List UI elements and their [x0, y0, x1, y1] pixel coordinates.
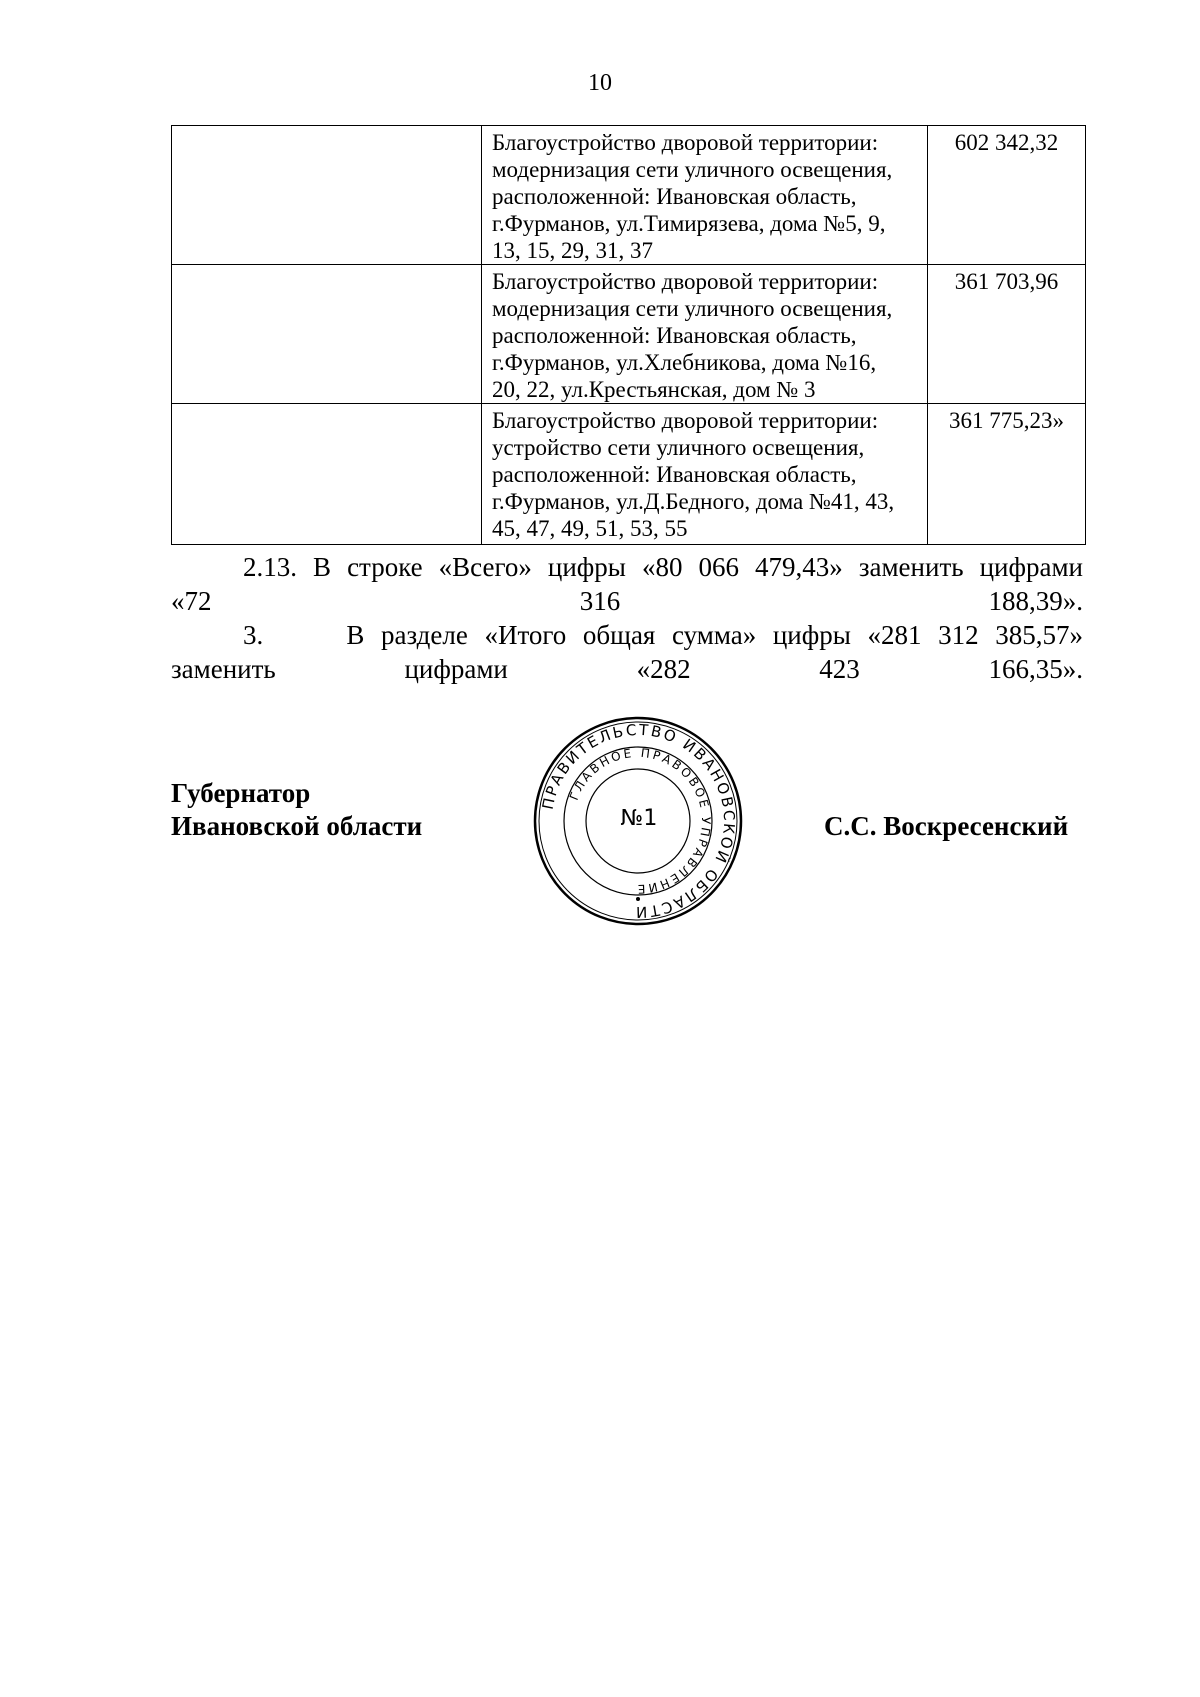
- table-row: [172, 126, 1086, 265]
- description-line: Благоустройство дворовой территории:: [492, 408, 879, 433]
- description-line: расположенной: Ивановская область,: [492, 323, 857, 348]
- seal-dot: [636, 897, 640, 901]
- description-line: Благоустройство дворовой территории:: [492, 269, 879, 294]
- table-cell-empty: [172, 265, 482, 404]
- description-line: Благоустройство дворовой территории:: [492, 130, 879, 155]
- description-line: г.Фурманов, ул.Хлебникова, дома №16,: [492, 350, 877, 375]
- official-seal: [533, 716, 743, 926]
- table-cell-empty: [172, 404, 482, 545]
- description-line: 45, 47, 49, 51, 53, 55: [492, 516, 688, 541]
- description-line: модернизация сети уличного освещения,: [492, 157, 893, 182]
- position-line: Ивановской области: [171, 811, 423, 841]
- paragraph-line: 2.13. В строке «Всего» цифры «80 066 479,43» заменить цифрами: [243, 552, 1083, 582]
- description-line: г.Фурманов, ул.Тимирязева, дома №5, 9,: [492, 211, 886, 236]
- seal-outer-text: ПРАВИТЕЛЬСТВО ИВАНОВСКОЙ ОБЛАСТИ: [538, 720, 739, 922]
- paragraph-line: 3. В разделе «Итого общая сумма» цифры «281 312 385,57»: [243, 620, 1083, 650]
- description-line: расположенной: Ивановская область,: [492, 184, 857, 209]
- table-cell-amount: 602 342,32: [928, 126, 1086, 265]
- description-line: г.Фурманов, ул.Д.Бедного, дома №41, 43,: [492, 489, 895, 514]
- description-line: 13, 15, 29, 31, 37: [492, 238, 653, 263]
- position-line: Губернатор: [171, 778, 311, 808]
- table-row: [172, 265, 1086, 404]
- signatory-name: С.С. Воскресенский: [824, 811, 1069, 841]
- signatory-position: [171, 777, 422, 843]
- paragraph-2-13: [171, 550, 1083, 618]
- table-cell-amount: 361 775,23»: [928, 404, 1086, 545]
- amendment-paragraphs: [171, 550, 1083, 686]
- table-cell-amount: 361 703,96: [928, 265, 1086, 404]
- page-number: 10: [588, 70, 612, 96]
- table-row: [172, 404, 1086, 545]
- description-line: модернизация сети уличного освещения,: [492, 296, 893, 321]
- description-line: 20, 22, ул.Крестьянская, дом № 3: [492, 377, 816, 402]
- paragraph-line: заменить цифрами «282 423 166,35».: [171, 654, 1083, 684]
- paragraph-3: [171, 618, 1083, 686]
- seal-inner-text: ГЛАВНОЕ ПРАВОВОЕ УПРАВЛЕНИЕ: [566, 745, 714, 897]
- seal-center-text: №1: [620, 806, 658, 831]
- description-line: расположенной: Ивановская область,: [492, 462, 857, 487]
- table-cell-empty: [172, 126, 482, 265]
- paragraph-line: «72 316 188,39».: [171, 586, 1083, 616]
- funding-table: [171, 125, 1086, 545]
- table-cell-description: [482, 126, 928, 265]
- description-line: устройство сети уличного освещения,: [492, 435, 865, 460]
- table-cell-description: [482, 404, 928, 545]
- table-cell-description: [482, 265, 928, 404]
